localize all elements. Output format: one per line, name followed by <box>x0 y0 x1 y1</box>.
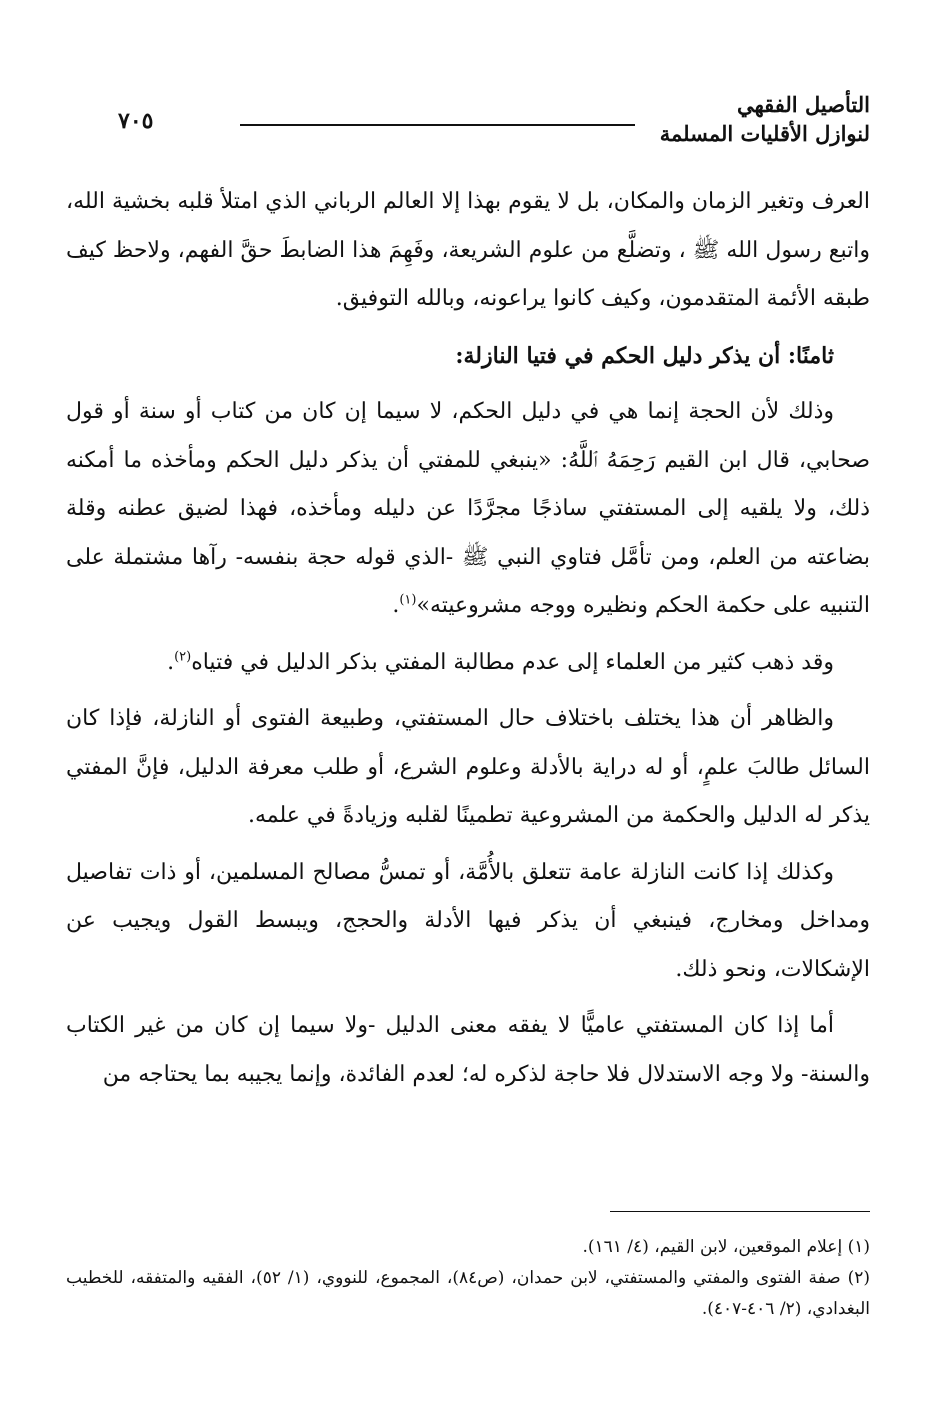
paragraph-4: والظاهر أن هذا يختلف باختلاف حال المستفتي، وطبيعة الفتوى أو النازلة، فإذا كان السائل طالبَ علمٍ، أو له دراية بالأدلة وعلوم الشرع، أو طلب معرفة الدليل، فإنَّ المفتي يذكر له الدليل والحكمة من المشروعية تطمينًا لقلبه وزيادةً في علمه. <box>66 706 870 828</box>
footnote-1: (١) إعلام الموقعين، لابن القيم، (٤/ ١٦١). <box>582 1237 870 1257</box>
paragraph-2-end: . <box>392 593 400 618</box>
running-title-line-1: التأصيل الفقهي <box>736 92 870 117</box>
paragraph-3-end: . <box>167 649 175 675</box>
footnote-ref-2: (٢) <box>174 649 192 665</box>
page-header <box>90 84 870 164</box>
paragraph-3-text: وقد ذهب كثير من العلماء إلى عدم مطالبة المفتي بذكر الدليل في فتياه <box>191 649 834 675</box>
running-title <box>660 90 870 148</box>
footnote-ref-1: (١) <box>399 592 417 608</box>
paragraph-3 <box>66 639 870 688</box>
body-text <box>66 178 870 1099</box>
paragraph-1: العرف وتغير الزمان والمكان، بل لا يقوم بهذا إلا العالم الرباني الذي امتلأ قلبه بخشية الله، واتبع رسول الله ﷺ ، وتضلَّع من علوم الشريعة، وفَهِمَ هذا الضابطَ حقَّ الفهم، ولاحظ كيف طبقه الأئمة المتقدمون، وكيف كانوا يراعونه، وبالله التوفيق. <box>66 189 870 311</box>
footnotes <box>66 1232 870 1325</box>
paragraph-2-text: وذلك لأن الحجة إنما هي في دليل الحكم، لا سيما إن كان من كتاب أو سنة أو قول صحابي، قال ابن القيم رَحِمَهُ ٱللَّهُ: «ينبغي للمفتي أن يذكر دليل الحكم ومأخذه ما أمكنه ذلك، ولا يلقيه إلى المستفتي ساذجًا مجرَّدًا عن دليله ومأخذه، فهذا لضيق عطنه وقلة بضاعته من العلم، ومن تأمَّل فتاوي النبي ﷺ -الذي قوله حجة بنفسه- رآها مشتملة على التنبيه على حكمة الحكم ونظيره ووجه مشروعيته» <box>66 399 870 618</box>
footnote-2: (٢) صفة الفتوى والمفتي والمستفتي، لابن حمدان، (ص٨٤)، المجموع، للنووي، (١/ ٥٢)، الفقيه والمتفقه، للخطيب البغدادي، (٢/ ٤٠٦-٤٠٧). <box>66 1268 871 1319</box>
paragraph-5: وكذلك إذا كانت النازلة عامة تتعلق بالأُمَّة، أو تمسُّ مصالح المسلمين، أو ذات تفاصيل ومداخل ومخارج، فينبغي أن يذكر فيها الأدلة والحجج، ويبسط القول ويجيب عن الإشكالات، ونحو ذلك. <box>66 859 870 982</box>
running-title-line-2: لنوازل الأقليات المسلمة <box>659 121 870 146</box>
page-number: ٧٠٥ <box>118 108 154 134</box>
footnote-divider <box>610 1211 870 1212</box>
paragraph-6: أما إذا كان المستفتي عاميًّا لا يفقه معنى الدليل -ولا سيما إن كان من غير الكتاب والسنة- ولا وجه الاستدلال فلا حاجة لذكره له؛ لعدم الفائدة، وإنما يجيبه بما يحتاجه من <box>66 1013 870 1087</box>
section-heading: ثامنًا: أن يذكر دليل الحكم في فتيا النازلة: <box>455 342 834 369</box>
paragraph-2 <box>66 388 870 631</box>
header-rule <box>240 124 635 126</box>
